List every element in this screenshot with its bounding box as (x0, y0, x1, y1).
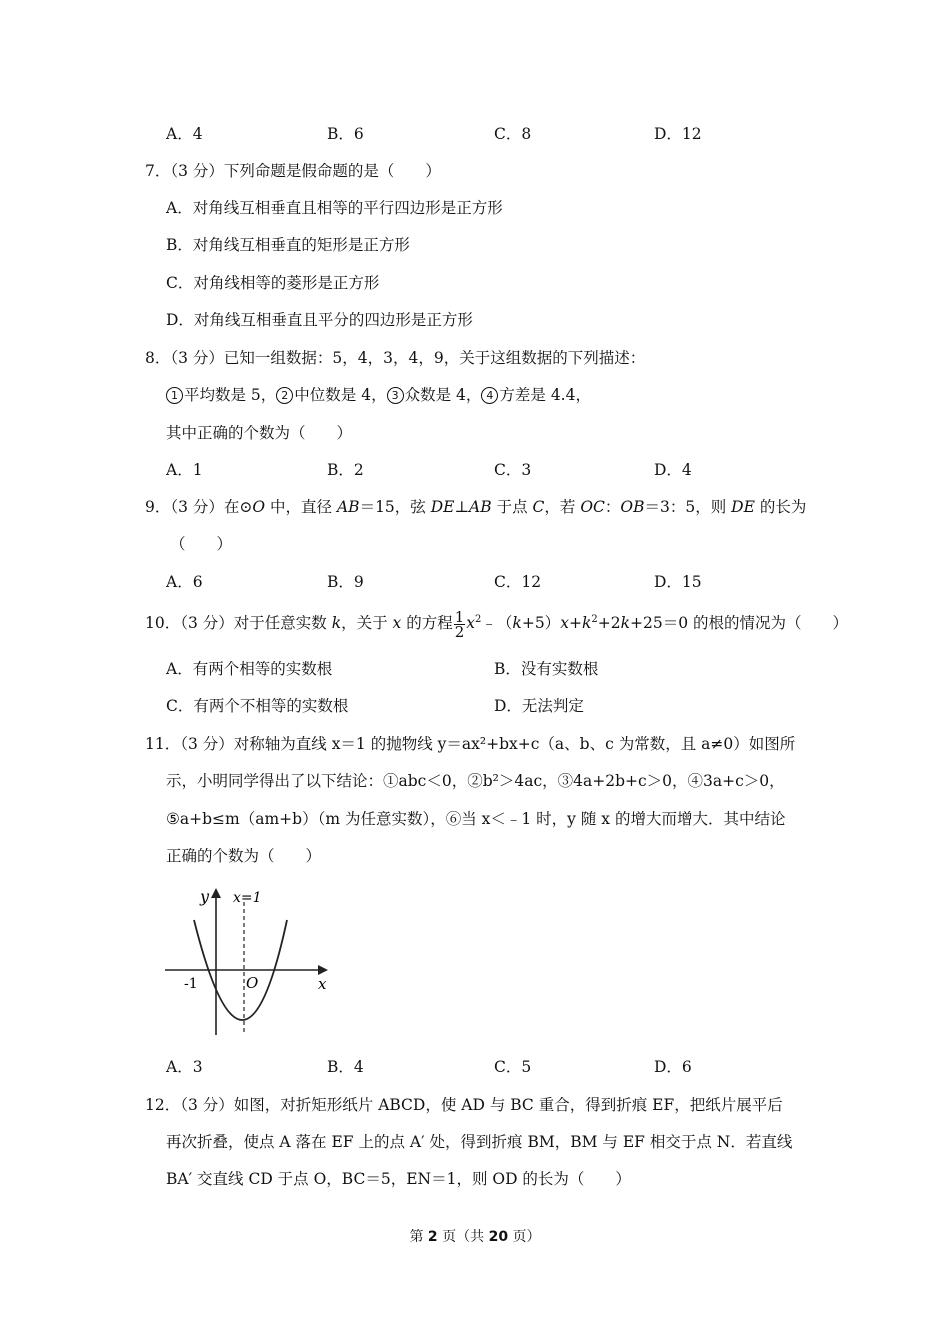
graph-axis-label: x=1 (233, 890, 262, 906)
q12-line-1: 12．（3 分）如图，对折矩形纸片 ABCD，使 AD 与 BC 重合，得到折痕 EF，把纸片展平后 (145, 1096, 783, 1114)
q11-parabola-graph (160, 880, 340, 1040)
graph-y-label: y (200, 887, 210, 906)
q8-statement-4: 方差是 4.4， (499, 386, 591, 404)
q8-option-a: A．1 (166, 461, 203, 479)
q9-option-a: A．6 (166, 573, 203, 591)
q10-fraction: $\frac{1}{2}$ (454, 607, 465, 641)
q10-stem: 10．（3 分）对于任意实数 k，关于 x 的方程 $\frac{1}{2}$ $x^2﹣(k+5)x+k^2+2k+25=0$ 的根的情况为（ ） (145, 607, 848, 641)
q8-tail: 其中正确的个数为（ ） (166, 424, 353, 442)
q7-option-b: B．对角线互相垂直的矩形是正方形 (166, 236, 410, 254)
q6-option-b: B．6 (327, 125, 364, 143)
q8-num-3: 3 (387, 387, 404, 404)
q10-option-b: B．没有实数根 (494, 660, 599, 678)
q9-paren: （ ） (170, 535, 233, 553)
q11-line-3: ⑤a+b≤m（am+b）（m 为任意实数），⑥当 x＜﹣1 时，y 随 x 的增大而增大．其中结论 (166, 810, 786, 828)
q7-option-d: D．对角线互相垂直且平分的四边形是正方形 (166, 311, 473, 329)
q7-option-a: A．对角线互相垂直且相等的平行四边形是正方形 (166, 199, 503, 217)
q11-option-b: B．4 (327, 1058, 364, 1076)
q12-line-2: 再次折叠，使点 A 落在 EF 上的点 A′ 处，得到折痕 BM，BM 与 EF 相交于点 N．若直线 (166, 1133, 793, 1151)
q8-option-b: B．2 (327, 461, 364, 479)
q9-stem: 9．（3 分）在⊙O 中，直径 AB＝15，弦 DE⊥AB 于点 C，若 OC：OB＝3：5，则 DE 的长为 (145, 498, 807, 516)
q8-stem: 8．（3 分）已知一组数据：5，4，3，4，9，关于这组数据的下列描述： (145, 349, 646, 367)
q9-option-c: C．12 (494, 573, 542, 591)
graph-origin-label: O (246, 974, 259, 992)
total-page-number: 20 (488, 1229, 509, 1245)
q11-option-a: A．3 (166, 1058, 203, 1076)
q7-stem: 7．（3 分）下列命题是假命题的是（ ） (145, 162, 441, 180)
q8-statement-2: 中位数是 4， (294, 386, 387, 404)
y-axis-arrow (211, 888, 221, 898)
q8-num-4: 4 (481, 387, 498, 404)
q10-option-a: A．有两个相等的实数根 (166, 660, 333, 678)
q11-option-d: D．6 (654, 1058, 692, 1076)
q11-line-1: 11．（3 分）对称轴为直线 x＝1 的抛物线 y＝ax²+bx+c（a、b、c 为常数，且 a≠0）如图所 (145, 735, 796, 753)
q6-option-c: C．8 (494, 125, 532, 143)
q10-option-d: D．无法判定 (494, 697, 584, 715)
x-axis-arrow (318, 965, 328, 975)
q11-line-2: 示，小明同学得出了以下结论：①abc＜0，②b²＞4ac，③4a+2b+c＞0，④3a+c＞0， (166, 772, 785, 790)
q12-line-3: BA′ 交直线 CD 于点 O，BC＝5，EN＝1，则 OD 的长为（ ） (166, 1170, 631, 1188)
q9-option-b: B．9 (327, 573, 364, 591)
q9-option-d: D．15 (654, 573, 702, 591)
q8-option-d: D．4 (654, 461, 692, 479)
q8-statements (166, 384, 591, 406)
page-footer: 第 2 页（共 20 页） (409, 1229, 541, 1245)
q6-option-d: D．12 (654, 125, 702, 143)
current-page-number: 2 (427, 1229, 438, 1245)
q8-statement-1: 平均数是 5， (184, 386, 277, 404)
q11-line-4: 正确的个数为（ ） (166, 847, 322, 865)
q7-option-c: C．对角线相等的菱形是正方形 (166, 274, 380, 292)
q8-option-c: C．3 (494, 461, 532, 479)
q10-option-c: C．有两个不相等的实数根 (166, 697, 349, 715)
q8-num-1: 1 (166, 387, 183, 404)
graph-x-label: x (318, 975, 327, 993)
graph-neg-label: -1 (184, 976, 198, 992)
q11-option-c: C．5 (494, 1058, 532, 1076)
q8-statement-3: 众数是 4， (404, 386, 482, 404)
q8-num-2: 2 (276, 387, 293, 404)
q6-option-a: A．4 (166, 125, 203, 143)
